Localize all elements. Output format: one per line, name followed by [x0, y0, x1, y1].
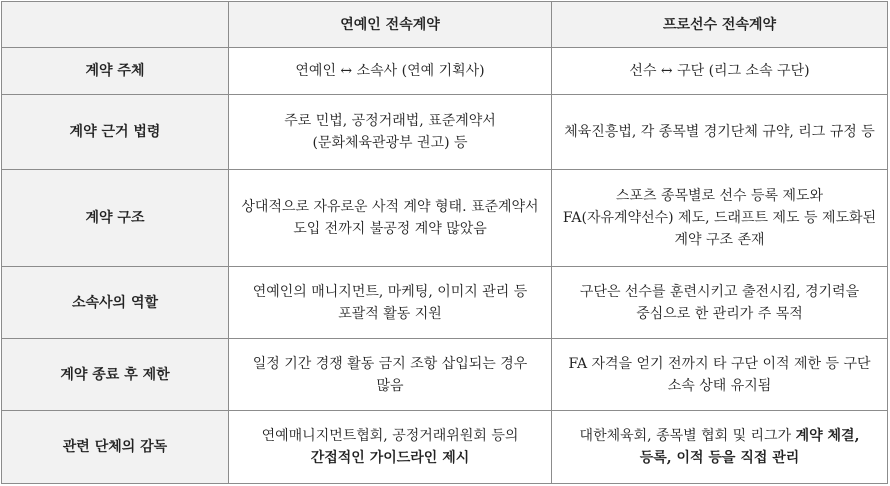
cell-entertainer-oversight [229, 411, 552, 484]
cell-entertainer-legal-basis: 주로 민법, 공정거래법, 표준계약서 (문화체육관광부 권고) 등 [229, 95, 552, 170]
table-row [2, 170, 888, 267]
header-row [2, 2, 888, 48]
header-corner-cell [2, 2, 229, 48]
cell-athlete-agency-role: 구단은 선수를 훈련시키고 출전시킴, 경기력을 중심으로 한 관리가 주 목적 [552, 267, 888, 339]
table-row [2, 48, 888, 95]
row-label-contract-structure: 계약 구조 [2, 170, 229, 267]
header-athlete-contract: 프로선수 전속계약 [552, 2, 888, 48]
comparison-table [1, 1, 888, 484]
oversight-athlete-text: 대한체육회, 종목별 협회 및 리그가 [579, 428, 792, 444]
row-label-post-termination: 계약 종료 후 제한 [2, 339, 229, 411]
table-row [2, 411, 888, 484]
header-entertainer-contract: 연예인 전속계약 [229, 2, 552, 48]
cell-entertainer-post-termination: 일정 기간 경쟁 활동 금지 조항 삽입되는 경우 많음 [229, 339, 552, 411]
oversight-entertainer-text: 연예매니지먼트협회, 공정거래위원회 등의 [261, 428, 519, 444]
table-row [2, 267, 888, 339]
row-label-legal-basis: 계약 근거 법령 [2, 95, 229, 170]
cell-entertainer-contract-structure: 상대적으로 자유로운 사적 계약 형태. 표준계약서 도입 전까지 불공정 계약 많았음 [229, 170, 552, 267]
cell-entertainer-agency-role: 연예인의 매니지먼트, 마케팅, 이미지 관리 등 포괄적 활동 지원 [229, 267, 552, 339]
oversight-entertainer-emphasis: 간접적인 가이드라인 제시 [310, 450, 470, 466]
oversight-athlete-emphasis: 계약 체결, 등록, 이적 등을 직접 관리 [639, 428, 860, 466]
cell-athlete-contract-structure: 스포츠 종목별로 선수 등록 제도와 FA(자유계약선수) 제도, 드래프트 제도 등 제도화된 계약 구조 존재 [552, 170, 888, 267]
cell-athlete-contract-parties: 선수 ↔ 구단 (리그 소속 구단) [552, 48, 888, 95]
cell-athlete-legal-basis: 체육진흥법, 각 종목별 경기단체 규약, 리그 규정 등 [552, 95, 888, 170]
row-label-contract-parties: 계약 주체 [2, 48, 229, 95]
table-row [2, 95, 888, 170]
row-label-agency-role: 소속사의 역할 [2, 267, 229, 339]
cell-entertainer-contract-parties: 연예인 ↔ 소속사 (연예 기획사) [229, 48, 552, 95]
row-label-oversight: 관련 단체의 감독 [2, 411, 229, 484]
table-row [2, 339, 888, 411]
cell-athlete-post-termination: FA 자격을 얻기 전까지 타 구단 이적 제한 등 구단 소속 상태 유지됨 [552, 339, 888, 411]
cell-athlete-oversight [552, 411, 888, 484]
